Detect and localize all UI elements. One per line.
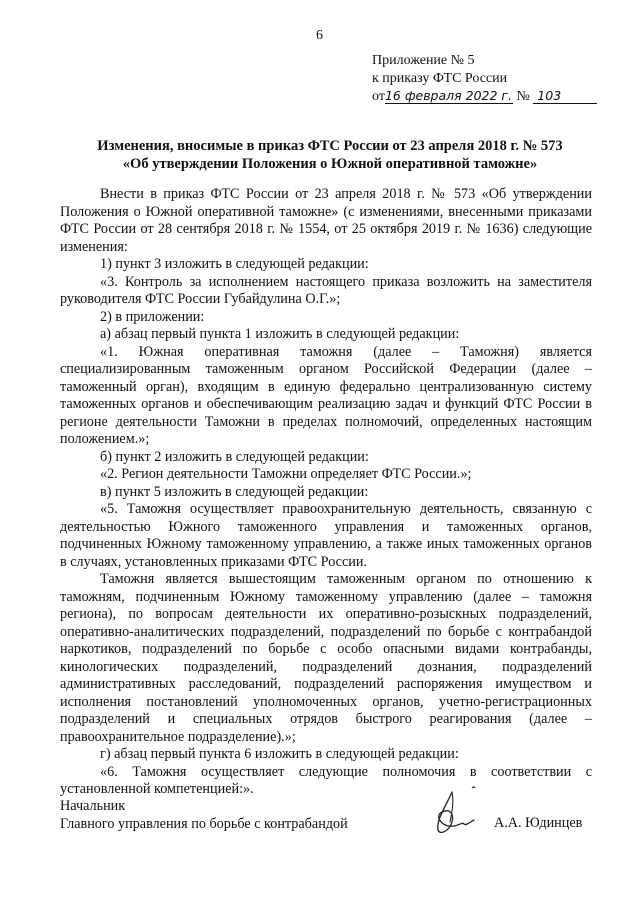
paragraph: 2) в приложении: bbox=[100, 308, 205, 325]
paragraph: «5. Таможня осуществляет правоохранительную деятельность, связанную с деятельностью Южного таможенного управления и таможенных органов, подчиненных Южному таможенному управлению, а также иных таможенных органов в случаях, установленных приказами ФТС России. bbox=[60, 501, 592, 570]
appendix-order-reference: к приказу ФТС России bbox=[372, 71, 508, 86]
document-body bbox=[60, 186, 592, 799]
paragraph: «1. Южная оперативная таможня (далее – Таможня) является специализированным таможенным органом Российской Федерации (далее – таможенный орган), входящим в единую федерально централизованную систему таможенных органов и обеспечивающим реализацию задач и функций ФТС России в регионе деятельности Таможни в пределах полномочий, определенных настоящим положением.»; bbox=[60, 343, 592, 447]
from-prefix: от bbox=[372, 89, 385, 104]
paragraph: «2. Регион деятельности Таможни определяет ФТС России.»; bbox=[100, 466, 472, 482]
title-line-2: «Об утверждении Положения о Южной оперативной таможне» bbox=[122, 156, 538, 172]
paragraph: г) абзац первый пункта 6 изложить в следующей редакции: bbox=[100, 746, 459, 762]
number-prefix: № bbox=[516, 89, 530, 104]
appendix-date-line bbox=[372, 88, 597, 106]
appendix-title: Приложение № 5 bbox=[372, 53, 475, 68]
appendix-header bbox=[372, 52, 597, 106]
paragraph: Таможня является вышестоящим таможенным органом по отношению к таможням, подчиненным Южному таможенному управлению (далее – таможня региона), по вопросам деятельности их оперативно-розыскных подразделений, оперативно-аналитических подразделений, подразделений по борьбе с контрабандой наркотиков, подразделений по борьбе с особо опасными видами контрабанды, кинологических подразделений, подразделений дознания, подразделений административных расследований, подразделений распоряжения имуществом и исполнения постановлений уполномоченных органов, учетно-регистрационных подразделений и специальных отрядов быстрого реагирования (далее – правоохранительное подразделение).»; bbox=[60, 571, 592, 745]
order-number: 103 bbox=[533, 89, 597, 104]
signer-position-line-2: Главного управления по борьбе с контрабандой bbox=[60, 816, 348, 832]
paragraph: «6. Таможня осуществляет следующие полномочия в соответствии с установленной компетенцией:». bbox=[60, 763, 592, 797]
order-date: 16 февраля 2022 г. bbox=[384, 88, 512, 103]
signature-block bbox=[60, 797, 348, 833]
handwritten-signature bbox=[428, 782, 486, 838]
document-title bbox=[60, 137, 600, 173]
paragraph: б) пункт 2 изложить в следующей редакции: bbox=[100, 448, 369, 465]
signer-position-line-1: Начальник bbox=[60, 798, 126, 814]
page-number: 6 bbox=[316, 28, 323, 43]
paragraph: Внести в приказ ФТС России от 23 апреля 2018 г. № 573 «Об утверждении Положения о Южной оперативной таможне» (с изменениями, внесенными приказами ФТС России от 28 сентября 2018 г. № 1554, от 25 октября 2019 г. № 1636) следующие изменения: bbox=[60, 186, 592, 255]
paragraph: а) абзац первый пункта 1 изложить в следующей редакции: bbox=[100, 326, 460, 342]
signer-name: А.А. Юдинцев bbox=[494, 815, 583, 831]
paragraph: 1) пункт 3 изложить в следующей редакции: bbox=[100, 256, 369, 272]
paragraph: в) пункт 5 изложить в следующей редакции: bbox=[100, 483, 369, 500]
paragraph: «3. Контроль за исполнением настоящего приказа возложить на заместителя руководителя ФТС России Губайдулина О.Г.»; bbox=[60, 273, 592, 307]
title-line-1: Изменения, вносимые в приказ ФТС России от 23 апреля 2018 г. № 573 bbox=[97, 138, 563, 154]
